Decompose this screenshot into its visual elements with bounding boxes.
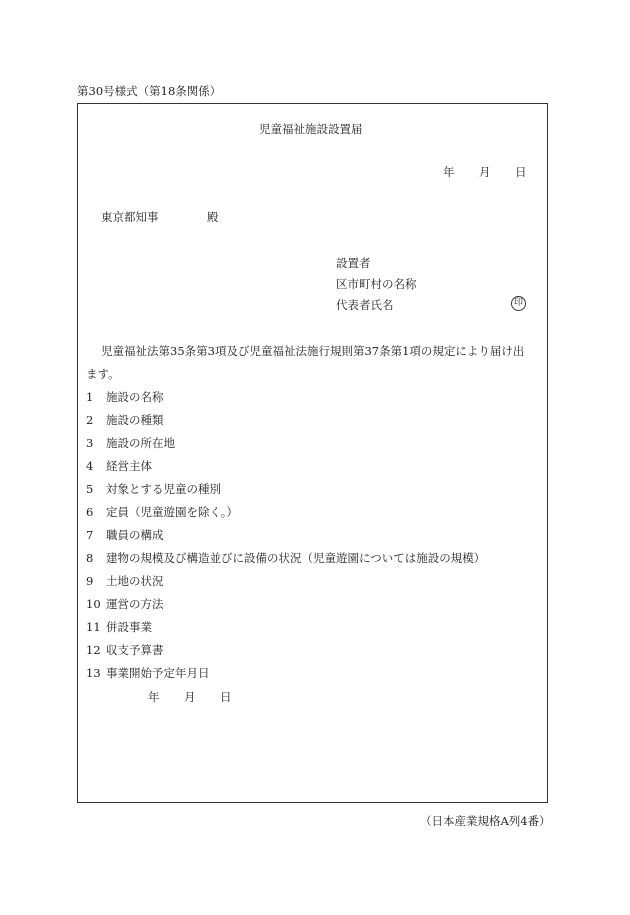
list-item-number: 4 <box>86 459 94 473</box>
list-item-text: 対象とする児童の種別 <box>106 482 221 496</box>
paper-size-note: （日本産業規格A列4番） <box>420 814 551 828</box>
representative-label: 代表者氏名 <box>336 298 394 312</box>
list-item <box>86 599 164 611</box>
list-item <box>86 507 238 519</box>
list-item-number: 9 <box>86 574 94 588</box>
list-item-number: 13 <box>86 666 101 680</box>
list-item-text: 経営主体 <box>106 459 152 473</box>
list-item <box>86 668 210 680</box>
form-title: 児童福祉施設設置届 <box>259 122 363 136</box>
list-item <box>86 461 152 473</box>
addressee-name: 東京都知事 <box>101 210 159 224</box>
list-item <box>86 553 485 565</box>
list-item-text: 建物の規模及び構造並びに設備の状況（児童遊園については施設の規模） <box>106 551 486 565</box>
list-item <box>86 392 164 404</box>
list-item-text: 施設の所在地 <box>106 436 175 450</box>
body-text-line1: 児童福祉法第35条第3項及び児童福祉法施行規則第37条第1項の規定により届け出 <box>101 344 525 358</box>
applicant-label: 設置者 <box>336 256 371 270</box>
list-item-number: 3 <box>86 436 94 450</box>
date-year: 年 <box>443 165 455 179</box>
date-day: 日 <box>515 165 527 179</box>
list-item-number: 12 <box>86 643 101 657</box>
list-item-text: 施設の名称 <box>106 390 164 404</box>
list-item-number: 6 <box>86 505 94 519</box>
list-item <box>86 438 175 450</box>
municipality-label: 区市町村の名称 <box>336 277 417 291</box>
list-item-number: 1 <box>86 390 94 404</box>
list-item-number: 8 <box>86 551 94 565</box>
list-item <box>86 530 164 542</box>
list-item-number: 5 <box>86 482 94 496</box>
list-item <box>86 415 164 427</box>
list-item <box>86 484 221 496</box>
list-item-number: 10 <box>86 597 101 611</box>
addressee-honorific: 殿 <box>207 210 219 224</box>
form-number: 第30号様式（第18条関係） <box>77 84 222 98</box>
start-date-year: 年 <box>148 690 160 704</box>
start-date-month: 月 <box>184 690 196 704</box>
list-item-number: 11 <box>86 620 101 634</box>
list-item-text: 土地の状況 <box>106 574 164 588</box>
list-item-text: 定員（児童遊園を除く。） <box>106 505 239 519</box>
list-item <box>86 645 164 657</box>
list-item <box>86 622 152 634</box>
list-item-text: 運営の方法 <box>106 597 164 611</box>
list-item <box>86 576 164 588</box>
list-item-text: 職員の構成 <box>106 528 164 542</box>
list-item-text: 併設事業 <box>106 620 152 634</box>
date-month: 月 <box>479 165 491 179</box>
list-item-text: 施設の種類 <box>106 413 164 427</box>
start-date-day: 日 <box>220 690 232 704</box>
list-item-text: 事業開始予定年月日 <box>106 666 210 680</box>
list-item-text: 収支予算書 <box>106 643 164 657</box>
seal-mark: 印 <box>511 296 526 311</box>
list-item-number: 7 <box>86 528 94 542</box>
list-item-number: 2 <box>86 413 94 427</box>
body-text-line2: ます。 <box>86 367 120 381</box>
